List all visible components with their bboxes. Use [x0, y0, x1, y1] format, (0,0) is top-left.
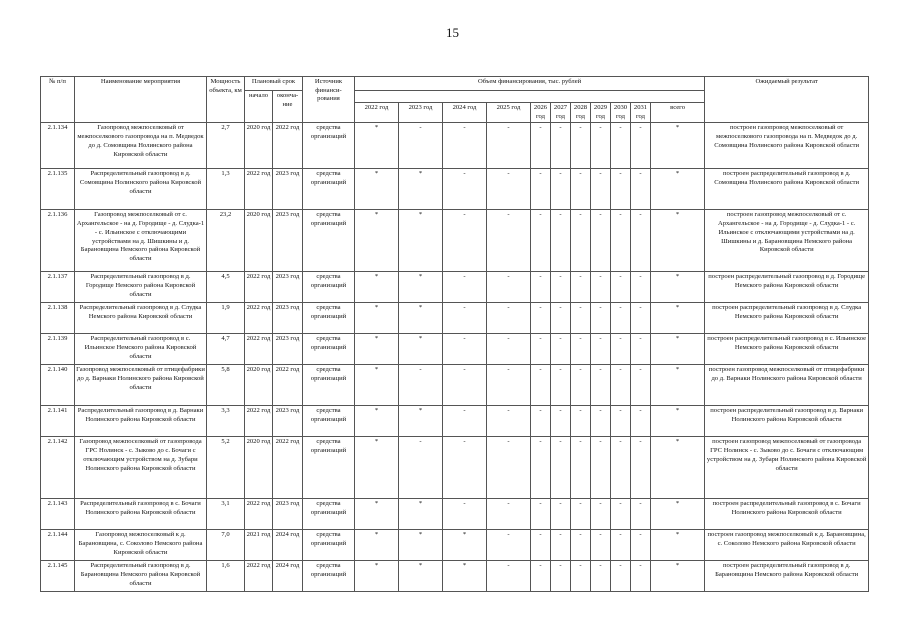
row-name: Распределительный газопровод в с. Бочаги Нолинского района Кировской области	[75, 499, 207, 530]
row-value: -	[443, 210, 487, 272]
row-end: 2023 год	[273, 406, 303, 437]
row-value: *	[399, 499, 443, 530]
row-value: *	[651, 365, 705, 406]
row-value: -	[591, 437, 611, 499]
page-number: 15	[446, 25, 459, 40]
table-row	[41, 123, 869, 169]
row-value: -	[611, 437, 631, 499]
row-value: -	[631, 406, 651, 437]
row-end: 2024 год	[273, 561, 303, 592]
row-value: *	[399, 210, 443, 272]
row-end: 2023 год	[273, 210, 303, 272]
row-value: -	[443, 272, 487, 303]
row-value: -	[399, 123, 443, 169]
row-result: построен распределительный газопровод в д. Городище Немского района Кировской области	[705, 272, 869, 303]
header-year: 2029 год	[591, 103, 611, 123]
header-term-start: начало	[245, 91, 273, 123]
header-volume-spacer	[355, 91, 705, 103]
row-value: -	[551, 406, 571, 437]
table-row	[41, 499, 869, 530]
header-year: 2031 год	[631, 103, 651, 123]
row-value: *	[355, 499, 399, 530]
row-value: -	[551, 437, 571, 499]
header-year: 2028 год	[571, 103, 591, 123]
row-value: -	[551, 303, 571, 334]
row-capacity: 1,9	[207, 303, 245, 334]
row-result: построен распределительный газопровод в д. Варнаки Нолинского района Кировской области	[705, 406, 869, 437]
row-name: Газопровод межпоселковый от газопровода ГРС Нолинск - с. Зыково до с. Бочаги с отключающим устройством на д. Зубари Нолинского района Кировской области	[75, 437, 207, 499]
row-value: *	[443, 561, 487, 592]
row-capacity: 23,2	[207, 210, 245, 272]
row-value: -	[591, 123, 611, 169]
row-capacity: 5,2	[207, 437, 245, 499]
row-value: *	[651, 334, 705, 365]
row-value: -	[591, 334, 611, 365]
row-value: -	[631, 499, 651, 530]
row-value: -	[531, 406, 551, 437]
row-value: -	[631, 123, 651, 169]
row-value: -	[611, 169, 631, 210]
row-source: средства организаций	[303, 561, 355, 592]
table-row	[41, 365, 869, 406]
row-value: -	[531, 365, 551, 406]
row-value: -	[571, 303, 591, 334]
row-name: Газопровод межпоселковый от с. Архангельское - на д. Городище - д. Слудка-1 - с. Ильинское с отключающими устройствами на д. Шишкины и д. Барановщина Немского района Кировской области	[75, 210, 207, 272]
row-value: -	[631, 169, 651, 210]
row-name: Распределительный газопровод в д. Варнаки Нолинского района Кировской области	[75, 406, 207, 437]
row-source: средства организаций	[303, 334, 355, 365]
table-row	[41, 406, 869, 437]
row-start: 2022 год	[245, 499, 273, 530]
row-value: -	[591, 530, 611, 561]
row-name: Газопровод межпоселковый к д. Барановщина, с. Соколово Немского района Кировской области	[75, 530, 207, 561]
row-value: -	[611, 303, 631, 334]
row-value: -	[611, 210, 631, 272]
table-row	[41, 437, 869, 499]
row-value: -	[631, 437, 651, 499]
row-value: -	[551, 210, 571, 272]
row-value: -	[487, 530, 531, 561]
row-number: 2.1.141	[41, 406, 75, 437]
row-value: *	[355, 561, 399, 592]
header-source: Источник финанси-рования	[303, 77, 355, 123]
table-row	[41, 169, 869, 210]
row-value: -	[487, 499, 531, 530]
row-value: -	[571, 334, 591, 365]
row-result: построен газопровод межпоселковый от птицефабрики до д. Варнаки Нолинского района Кировской области	[705, 365, 869, 406]
header-capacity: Мощность объекта, км	[207, 77, 245, 123]
row-number: 2.1.138	[41, 303, 75, 334]
row-name: Газопровод межпоселковый от птицефабрики до д. Варнаки Нолинского района Кировской области	[75, 365, 207, 406]
row-value: -	[631, 365, 651, 406]
row-start: 2022 год	[245, 334, 273, 365]
row-end: 2023 год	[273, 499, 303, 530]
row-capacity: 4,7	[207, 334, 245, 365]
row-value: -	[611, 561, 631, 592]
table-body	[41, 123, 869, 592]
row-value: -	[443, 303, 487, 334]
row-value: -	[611, 123, 631, 169]
row-value: -	[399, 437, 443, 499]
row-value: -	[443, 365, 487, 406]
row-value: -	[487, 123, 531, 169]
row-result: построен распределительный газопровод в д. Сомовщина Нолинского района Кировской области	[705, 169, 869, 210]
row-value: -	[631, 303, 651, 334]
row-value: -	[551, 530, 571, 561]
row-value: -	[551, 334, 571, 365]
row-value: -	[571, 437, 591, 499]
row-value: -	[571, 530, 591, 561]
row-value: -	[591, 406, 611, 437]
row-start: 2021 год	[245, 530, 273, 561]
row-value: *	[355, 210, 399, 272]
header-year: 2030 год	[611, 103, 631, 123]
row-number: 2.1.139	[41, 334, 75, 365]
header-year: 2023 год	[399, 103, 443, 123]
row-number: 2.1.136	[41, 210, 75, 272]
row-result: построен распределительный газопровод в с. Бочаги Нолинского района Кировской области	[705, 499, 869, 530]
table-row	[41, 530, 869, 561]
row-value: *	[651, 272, 705, 303]
row-value: -	[591, 499, 611, 530]
row-end: 2023 год	[273, 272, 303, 303]
row-value: -	[611, 365, 631, 406]
row-number: 2.1.143	[41, 499, 75, 530]
row-number: 2.1.140	[41, 365, 75, 406]
row-source: средства организаций	[303, 365, 355, 406]
row-value: *	[651, 530, 705, 561]
row-value: -	[571, 406, 591, 437]
row-value: -	[571, 210, 591, 272]
table-row	[41, 210, 869, 272]
row-value: -	[631, 530, 651, 561]
header-name: Наименование мероприятия	[75, 77, 207, 123]
row-value: -	[487, 406, 531, 437]
row-value: -	[551, 123, 571, 169]
row-value: -	[531, 561, 551, 592]
header-plan-term: Плановый срок	[245, 77, 303, 91]
header-year: 2022 год	[355, 103, 399, 123]
row-capacity: 3,3	[207, 406, 245, 437]
table-row	[41, 272, 869, 303]
row-value: -	[443, 123, 487, 169]
row-capacity: 3,1	[207, 499, 245, 530]
row-end: 2023 год	[273, 334, 303, 365]
row-value: -	[531, 303, 551, 334]
row-value: -	[531, 530, 551, 561]
row-value: *	[355, 334, 399, 365]
row-value: -	[487, 437, 531, 499]
row-start: 2020 год	[245, 365, 273, 406]
row-source: средства организаций	[303, 406, 355, 437]
row-value: -	[443, 406, 487, 437]
row-end: 2022 год	[273, 365, 303, 406]
row-value: *	[355, 303, 399, 334]
row-value: *	[651, 169, 705, 210]
row-source: средства организаций	[303, 210, 355, 272]
row-end: 2023 год	[273, 169, 303, 210]
row-value: -	[399, 365, 443, 406]
row-capacity: 7,0	[207, 530, 245, 561]
row-value: -	[487, 365, 531, 406]
row-number: 2.1.134	[41, 123, 75, 169]
row-value: -	[487, 169, 531, 210]
row-value: *	[355, 123, 399, 169]
row-value: -	[591, 272, 611, 303]
row-start: 2022 год	[245, 561, 273, 592]
row-value: -	[487, 561, 531, 592]
row-end: 2023 год	[273, 303, 303, 334]
row-value: -	[531, 437, 551, 499]
row-value: -	[591, 561, 611, 592]
row-value: *	[651, 123, 705, 169]
row-value: *	[355, 530, 399, 561]
row-end: 2022 год	[273, 123, 303, 169]
row-name: Распределительный газопровод в д. Городище Немского района Кировской области	[75, 272, 207, 303]
row-value: *	[399, 406, 443, 437]
row-value: *	[399, 334, 443, 365]
row-source: средства организаций	[303, 123, 355, 169]
row-value: *	[355, 406, 399, 437]
header-year: 2025 год	[487, 103, 531, 123]
row-value: -	[591, 365, 611, 406]
row-value: *	[651, 561, 705, 592]
row-value: -	[631, 334, 651, 365]
row-value: *	[399, 303, 443, 334]
row-name: Распределительный газопровод в с. Ильинское Немского района Кировской области	[75, 334, 207, 365]
row-value: *	[443, 530, 487, 561]
row-number: 2.1.144	[41, 530, 75, 561]
row-value: -	[611, 499, 631, 530]
row-value: -	[531, 499, 551, 530]
financing-table	[40, 76, 869, 592]
row-result: построен распределительный газопровод в с. Ильинское Немского района Кировской области	[705, 334, 869, 365]
header-volume: Объем финансирования, тыс. рублей	[355, 77, 705, 91]
table-row	[41, 334, 869, 365]
row-source: средства организаций	[303, 499, 355, 530]
row-value: -	[531, 169, 551, 210]
row-value: -	[611, 406, 631, 437]
row-value: -	[571, 272, 591, 303]
row-number: 2.1.142	[41, 437, 75, 499]
row-value: -	[571, 499, 591, 530]
row-start: 2020 год	[245, 123, 273, 169]
row-source: средства организаций	[303, 303, 355, 334]
row-capacity: 1,6	[207, 561, 245, 592]
row-start: 2022 год	[245, 272, 273, 303]
row-value: *	[651, 437, 705, 499]
row-start: 2020 год	[245, 437, 273, 499]
row-capacity: 4,5	[207, 272, 245, 303]
row-value: -	[487, 334, 531, 365]
row-value: -	[591, 210, 611, 272]
row-source: средства организаций	[303, 169, 355, 210]
row-value: *	[651, 210, 705, 272]
row-value: -	[611, 530, 631, 561]
row-name: Распределительный газопровод в д. Барановщина Немского района Кировской области	[75, 561, 207, 592]
table-row	[41, 561, 869, 592]
row-value: -	[551, 169, 571, 210]
row-number: 2.1.145	[41, 561, 75, 592]
row-value: *	[399, 272, 443, 303]
row-number: 2.1.135	[41, 169, 75, 210]
row-value: -	[531, 123, 551, 169]
row-value: *	[651, 406, 705, 437]
row-result: построен газопровод межпоселковый от с. Архангельское - на д. Городище - д. Слудка-1 - с. Ильинское с отключающими устройствами на д. Шишкины и д. Барановщина Немского района Кировской области	[705, 210, 869, 272]
row-start: 2022 год	[245, 169, 273, 210]
row-value: -	[631, 272, 651, 303]
row-result: построен распределительный газопровод в д. Слудка Немского района Кировской области	[705, 303, 869, 334]
row-value: -	[443, 499, 487, 530]
header-year: 2027 год	[551, 103, 571, 123]
row-value: -	[571, 169, 591, 210]
row-start: 2022 год	[245, 406, 273, 437]
row-value: -	[531, 272, 551, 303]
row-value: -	[611, 334, 631, 365]
header-num: № п/п	[41, 77, 75, 123]
row-result: построен газопровод межпоселковый к д. Барановщина, с. Соколово Немского района Кировской области	[705, 530, 869, 561]
row-value: -	[443, 334, 487, 365]
header-result: Ожидаемый результат	[705, 77, 869, 123]
row-value: -	[631, 561, 651, 592]
row-result: построен газопровод межпоселковый от межпоселкового газопровода на п. Медведок до д. Сомовщина Нолинского района Кировской области	[705, 123, 869, 169]
row-value: -	[551, 499, 571, 530]
row-number: 2.1.137	[41, 272, 75, 303]
row-value: -	[531, 210, 551, 272]
row-value: *	[399, 561, 443, 592]
header-year: всего	[651, 103, 705, 123]
row-value: *	[651, 499, 705, 530]
row-value: -	[443, 169, 487, 210]
row-end: 2022 год	[273, 437, 303, 499]
header-year: 2024 год	[443, 103, 487, 123]
row-value: -	[531, 334, 551, 365]
row-value: -	[591, 169, 611, 210]
row-value: -	[443, 437, 487, 499]
row-value: *	[355, 272, 399, 303]
row-capacity: 5,8	[207, 365, 245, 406]
header-term-end: оконча-ние	[273, 91, 303, 123]
row-value: *	[355, 437, 399, 499]
row-source: средства организаций	[303, 530, 355, 561]
header-year: 2026 год	[531, 103, 551, 123]
table-row	[41, 303, 869, 334]
row-value: -	[551, 365, 571, 406]
row-value: *	[355, 169, 399, 210]
row-value: *	[399, 530, 443, 561]
row-value: -	[487, 210, 531, 272]
row-start: 2022 год	[245, 303, 273, 334]
row-value: -	[571, 561, 591, 592]
row-name: Газопровод межпоселковый от межпоселкового газопровода на п. Медведок до д. Сомовщина Нолинского района Кировской области	[75, 123, 207, 169]
row-value: *	[399, 169, 443, 210]
row-value: *	[355, 365, 399, 406]
row-value: -	[487, 272, 531, 303]
row-value: -	[611, 272, 631, 303]
row-value: -	[571, 123, 591, 169]
row-start: 2020 год	[245, 210, 273, 272]
row-result: построен газопровод межпоселковый от газопровода ГРС Нолинск - с. Зыково до с. Бочаги с отключающим устройством на д. Зубари Нолинского района Кировской области	[705, 437, 869, 499]
row-capacity: 1,3	[207, 169, 245, 210]
row-value: -	[571, 365, 591, 406]
row-name: Распределительный газопровод в д. Сомовщина Нолинского района Кировской области	[75, 169, 207, 210]
row-value: -	[487, 303, 531, 334]
row-source: средства организаций	[303, 437, 355, 499]
row-value: -	[551, 272, 571, 303]
row-result: построен распределительный газопровод в д. Барановщина Немского района Кировской области	[705, 561, 869, 592]
row-value: *	[651, 303, 705, 334]
row-name: Распределительный газопровод в д. Слудка Немского района Кировской области	[75, 303, 207, 334]
row-end: 2024 год	[273, 530, 303, 561]
row-value: -	[551, 561, 571, 592]
row-value: -	[591, 303, 611, 334]
row-source: средства организаций	[303, 272, 355, 303]
row-capacity: 2,7	[207, 123, 245, 169]
row-value: -	[631, 210, 651, 272]
